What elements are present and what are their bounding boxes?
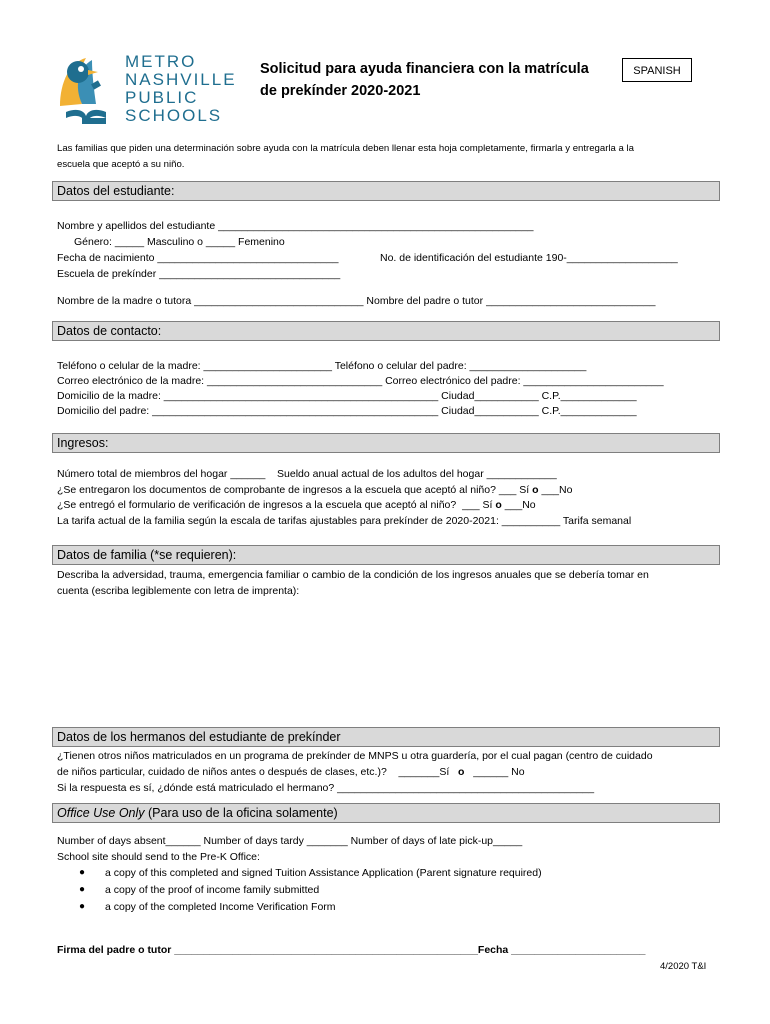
office-bullet-3: a copy of the completed Income Verification Form [105,901,336,913]
office-attendance-fields[interactable]: Number of days absent______ Number of days tardy _______ Number of days of late pick-up_____ [57,835,523,847]
father-address-field[interactable]: Domicilio del padre: _________________________________________________ Ciudad___________ C.P._____________ [57,405,637,417]
siblings-question-line-1: ¿Tienen otros niños matriculados en un programa de prekínder de MNPS u otra guardería, por el cual pagan (centro de cuidado [57,750,653,762]
income-docs-question[interactable]: ¿Se entregaron los documentos de comprobante de ingresos a la escuela que aceptó al niño? ___ Sí o ___No [57,484,573,496]
student-gender-field[interactable]: Género: _____ Masculino o _____ Femenino [74,236,285,248]
bullet-dot: ● [79,884,86,895]
logo-line-public: PUBLIC [125,88,199,107]
intro-line-2: escuela que aceptó a su niño. [57,159,185,170]
contact-email-field[interactable]: Correo electrónico de la madre: ______________________________ Correo electrónico del padre: ________________________ [57,375,664,387]
title-line-2: de prekínder 2020-2021 [260,83,421,99]
section-income-heading: Ingresos: [52,433,720,453]
office-bullet-2: a copy of the proof of income family submitted [105,884,320,896]
student-id-field[interactable]: No. de identificación del estudiante 190-___________________ [380,252,678,264]
section-student-heading: Datos del estudiante: [52,181,720,201]
section-family-heading: Datos de familia (*se requieren): [52,545,720,565]
household-members-field[interactable]: Número total de miembros del hogar ______ Sueldo anual actual de los adultos del hogar ____________ [57,468,557,480]
bullet-dot: ● [79,901,86,912]
section-contact-heading: Datos de contacto: [52,321,720,341]
family-description-area[interactable] [57,600,717,722]
student-dob-field[interactable]: Fecha de nacimiento _______________________________ [57,252,339,264]
logo-line-nashville: NASHVILLE [125,70,237,89]
contact-phone-field[interactable]: Teléfono o celular de la madre: ______________________ Teléfono o celular del padre: ____________________ [57,360,587,372]
logo-line-schools: SCHOOLS [125,106,223,125]
family-description-line-1: Describa la adversidad, trauma, emergencia familiar o cambio de la condición de los ingresos anuales que se debería tomar en [57,569,649,581]
page-title [260,58,589,102]
sibling-school-field[interactable]: Si la respuesta es sí, ¿dónde está matriculado el hermano? ____________________________________________ [57,782,595,794]
office-bullet-1: a copy of this completed and signed Tuition Assistance Application (Parent signature required) [105,867,542,879]
logo-line-metro: METRO [125,52,197,71]
family-description-line-2: cuenta (escriba legiblemente con letra de imprenta): [57,585,300,597]
mother-address-field[interactable]: Domicilio de la madre: _______________________________________________ Ciudad___________ C.P._____________ [57,390,637,402]
student-name-field[interactable]: Nombre y apellidos del estudiante ______________________________________________________ [57,220,534,232]
title-line-1: Solicitud para ayuda financiera con la matrícula [260,61,589,77]
signature-date-field[interactable]: Firma del padre o tutor ____________________________________________________Fecha _______________________ [57,944,646,956]
intro-line-1: Las familias que piden una determinación sobre ayuda con la matrícula deben llenar esta hoja completamente, firmarla y entregarla a la [57,143,635,154]
section-siblings-heading: Datos de los hermanos del estudiante de prekínder [52,727,720,747]
siblings-question-line-2[interactable]: de niños particular, cuidado de niños antes o después de clases, etc.)? _______Sí o ______ No [57,766,525,778]
bird-book-logo-icon [52,52,118,128]
office-send-instructions: School site should send to the Pre-K Office: [57,851,260,863]
section-office-heading: Office Use Only (Para uso de la oficina solamente) [52,803,720,823]
language-badge: SPANISH [622,58,692,82]
weekly-rate-field[interactable]: La tarifa actual de la familia según la escala de tarifas ajustables para prekínder de 2020-2021: __________ Tarifa semanal [57,515,632,527]
bullet-dot: ● [79,867,86,878]
form-code: 4/2020 T&I [660,961,707,972]
parent-names-field[interactable]: Nombre de la madre o tutora _____________________________ Nombre del padre o tutor _____________________________ [57,295,656,307]
student-school-field[interactable]: Escuela de prekínder _______________________________ [57,268,341,280]
mnps-logo [52,52,118,128]
income-form-question[interactable]: ¿Se entregó el formulario de verificación de ingresos a la escuela que aceptó al niño? ___ Sí o ___No [57,499,536,511]
